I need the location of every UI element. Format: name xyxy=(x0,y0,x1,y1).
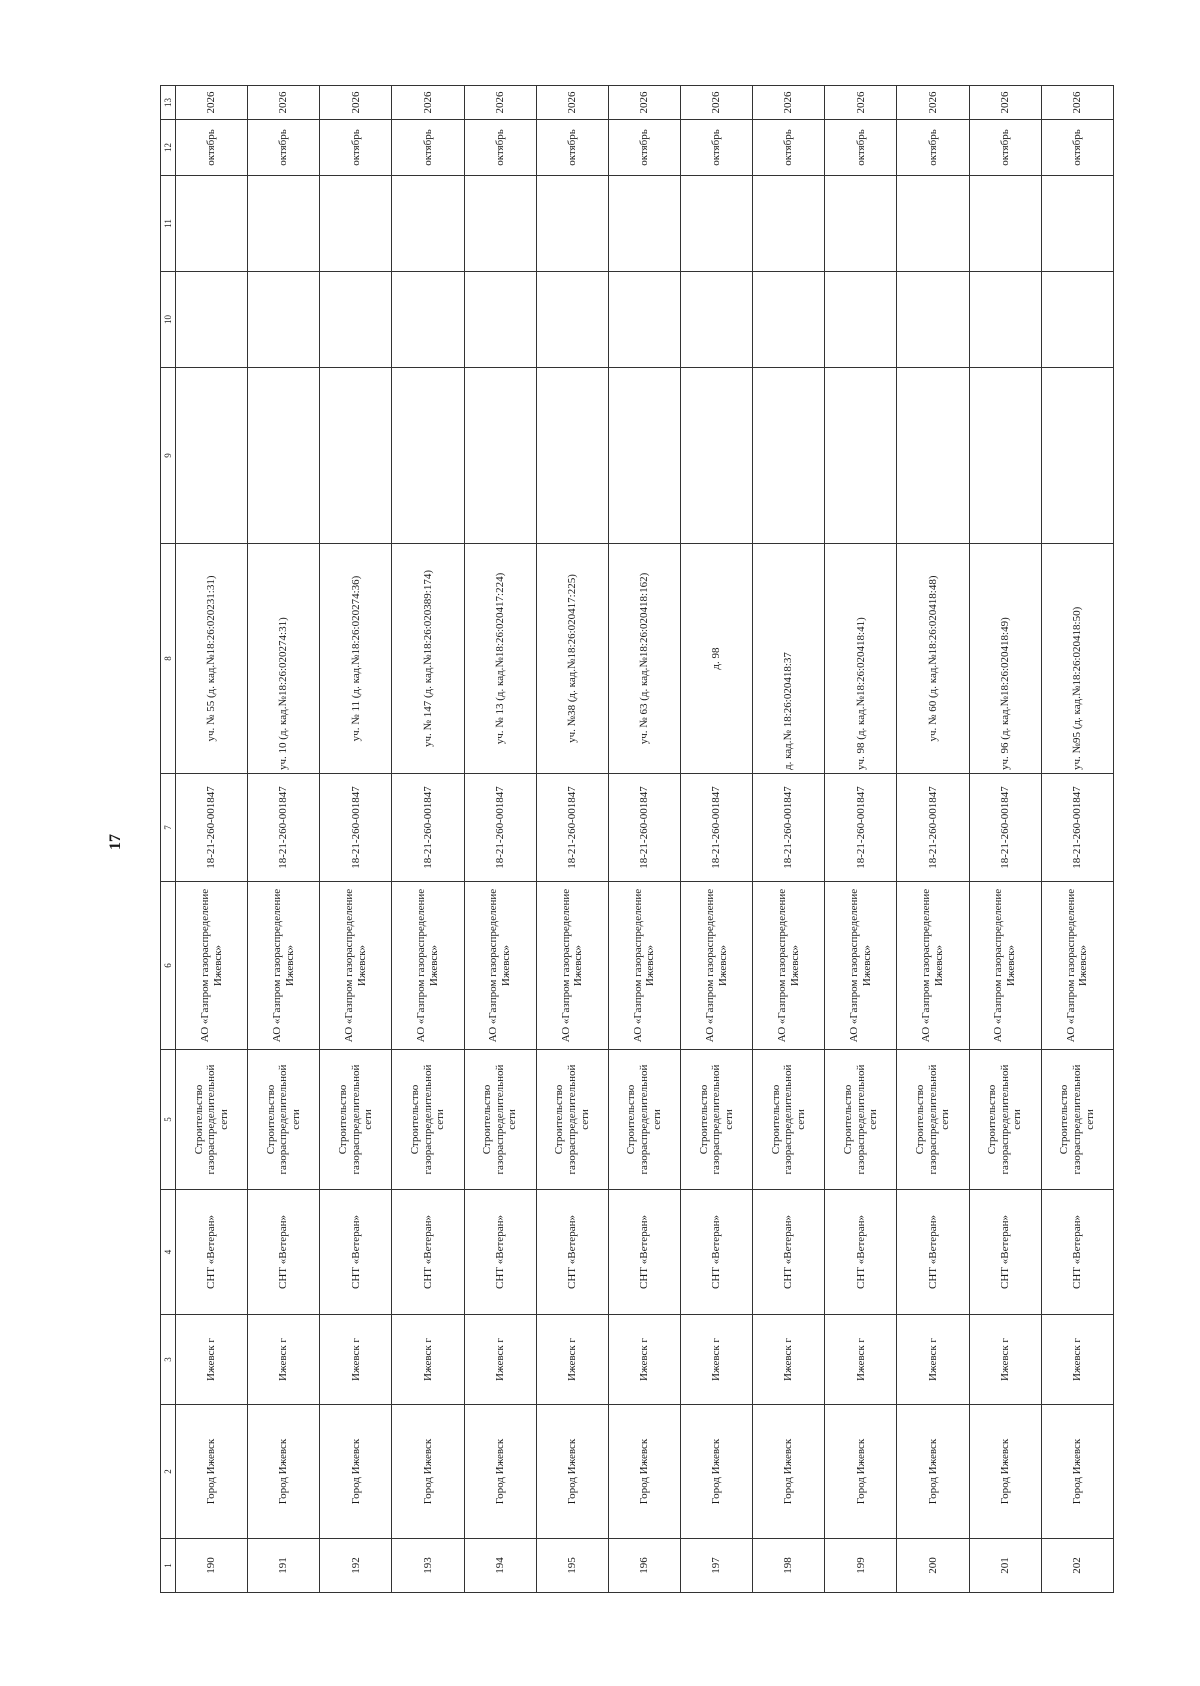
cell-row-number: 201 xyxy=(969,1539,1041,1593)
cell-locality: Ижевск г xyxy=(608,1315,680,1405)
cell-col-11 xyxy=(392,176,464,272)
cell-row-number: 190 xyxy=(176,1539,248,1593)
cell-row-number: 197 xyxy=(680,1539,752,1593)
cell-col-11 xyxy=(464,176,536,272)
cell-month: октябрь xyxy=(825,120,897,176)
table-row xyxy=(464,86,536,1593)
cell-plot-address: уч. № 13 (д. кад.№18:26:020417:224) xyxy=(464,544,536,774)
cell-organization: АО «Газпром газораспределение Ижевск» xyxy=(680,882,752,1050)
cell-organization: АО «Газпром газораспределение Ижевск» xyxy=(176,882,248,1050)
cell-year: 2026 xyxy=(464,86,536,120)
cell-year: 2026 xyxy=(536,86,608,120)
cell-col-11 xyxy=(1041,176,1113,272)
cell-registry-number: 18-21-260-001847 xyxy=(248,774,320,882)
table-row xyxy=(608,86,680,1593)
cell-col-10 xyxy=(753,272,825,368)
cell-organization: АО «Газпром газораспределение Ижевск» xyxy=(464,882,536,1050)
cell-locality: Ижевск г xyxy=(680,1315,752,1405)
column-number: 7 xyxy=(161,774,176,882)
cell-work-type: Строительство газораспределительной сети xyxy=(536,1050,608,1190)
document-table-rotated xyxy=(160,86,1114,1593)
cell-plot-address: уч. № 60 (д. кад.№18:26:020418:48) xyxy=(897,544,969,774)
cell-row-number: 193 xyxy=(392,1539,464,1593)
page-number: 17 xyxy=(107,834,124,850)
cell-municipality: Город Ижевск xyxy=(1041,1405,1113,1539)
cell-plot-address: уч. № 63 (д. кад.№18:26:020418:162) xyxy=(608,544,680,774)
cell-municipality: Город Ижевск xyxy=(536,1405,608,1539)
cell-settlement: СНТ «Ветеран» xyxy=(1041,1190,1113,1315)
cell-plot-address: уч. №95 (д. кад.№18:26:020418:50) xyxy=(1041,544,1113,774)
cell-col-10 xyxy=(969,272,1041,368)
column-number: 11 xyxy=(161,176,176,272)
cell-registry-number: 18-21-260-001847 xyxy=(680,774,752,882)
cell-organization: АО «Газпром газораспределение Ижевск» xyxy=(536,882,608,1050)
cell-col-9 xyxy=(1041,368,1113,544)
cell-plot-address: уч. 10 (д. кад.№18:26:020274:31) xyxy=(248,544,320,774)
cell-work-type: Строительство газораспределительной сети xyxy=(969,1050,1041,1190)
cell-col-9 xyxy=(176,368,248,544)
cell-registry-number: 18-21-260-001847 xyxy=(536,774,608,882)
column-number: 2 xyxy=(161,1405,176,1539)
cell-locality: Ижевск г xyxy=(1041,1315,1113,1405)
table-row xyxy=(392,86,464,1593)
cell-year: 2026 xyxy=(392,86,464,120)
cell-col-9 xyxy=(680,368,752,544)
cell-registry-number: 18-21-260-001847 xyxy=(969,774,1041,882)
cell-col-9 xyxy=(753,368,825,544)
cell-organization: АО «Газпром газораспределение Ижевск» xyxy=(392,882,464,1050)
cell-month: октябрь xyxy=(320,120,392,176)
cell-year: 2026 xyxy=(753,86,825,120)
cell-work-type: Строительство газораспределительной сети xyxy=(320,1050,392,1190)
document-table xyxy=(160,85,1114,1593)
cell-municipality: Город Ижевск xyxy=(897,1405,969,1539)
cell-municipality: Город Ижевск xyxy=(248,1405,320,1539)
cell-municipality: Город Ижевск xyxy=(392,1405,464,1539)
cell-year: 2026 xyxy=(320,86,392,120)
cell-locality: Ижевск г xyxy=(753,1315,825,1405)
cell-col-9 xyxy=(536,368,608,544)
cell-col-10 xyxy=(825,272,897,368)
cell-month: октябрь xyxy=(464,120,536,176)
cell-col-10 xyxy=(680,272,752,368)
cell-year: 2026 xyxy=(1041,86,1113,120)
cell-locality: Ижевск г xyxy=(825,1315,897,1405)
cell-settlement: СНТ «Ветеран» xyxy=(608,1190,680,1315)
cell-plot-address: уч. № 147 (д. кад.№18:26:020389:174) xyxy=(392,544,464,774)
cell-month: октябрь xyxy=(248,120,320,176)
cell-settlement: СНТ «Ветеран» xyxy=(680,1190,752,1315)
cell-year: 2026 xyxy=(608,86,680,120)
cell-locality: Ижевск г xyxy=(536,1315,608,1405)
table-row xyxy=(248,86,320,1593)
column-number: 3 xyxy=(161,1315,176,1405)
cell-organization: АО «Газпром газораспределение Ижевск» xyxy=(608,882,680,1050)
cell-col-9 xyxy=(248,368,320,544)
cell-row-number: 202 xyxy=(1041,1539,1113,1593)
table-row xyxy=(536,86,608,1593)
cell-settlement: СНТ «Ветеран» xyxy=(176,1190,248,1315)
cell-registry-number: 18-21-260-001847 xyxy=(176,774,248,882)
cell-work-type: Строительство газораспределительной сети xyxy=(897,1050,969,1190)
cell-col-9 xyxy=(825,368,897,544)
cell-row-number: 191 xyxy=(248,1539,320,1593)
column-number: 12 xyxy=(161,120,176,176)
cell-registry-number: 18-21-260-001847 xyxy=(320,774,392,882)
cell-year: 2026 xyxy=(176,86,248,120)
cell-row-number: 199 xyxy=(825,1539,897,1593)
cell-municipality: Город Ижевск xyxy=(176,1405,248,1539)
cell-work-type: Строительство газораспределительной сети xyxy=(680,1050,752,1190)
cell-row-number: 192 xyxy=(320,1539,392,1593)
cell-year: 2026 xyxy=(969,86,1041,120)
cell-col-9 xyxy=(897,368,969,544)
cell-month: октябрь xyxy=(897,120,969,176)
cell-work-type: Строительство газораспределительной сети xyxy=(1041,1050,1113,1190)
cell-municipality: Город Ижевск xyxy=(320,1405,392,1539)
cell-col-11 xyxy=(320,176,392,272)
cell-work-type: Строительство газораспределительной сети xyxy=(753,1050,825,1190)
cell-locality: Ижевск г xyxy=(897,1315,969,1405)
table-row xyxy=(825,86,897,1593)
cell-settlement: СНТ «Ветеран» xyxy=(753,1190,825,1315)
cell-col-11 xyxy=(176,176,248,272)
cell-work-type: Строительство газораспределительной сети xyxy=(392,1050,464,1190)
cell-month: октябрь xyxy=(608,120,680,176)
cell-plot-address: уч. № 55 (д. кад.№18:26:020231:31) xyxy=(176,544,248,774)
cell-locality: Ижевск г xyxy=(320,1315,392,1405)
cell-col-10 xyxy=(320,272,392,368)
cell-year: 2026 xyxy=(897,86,969,120)
cell-plot-address: уч. 98 (д. кад.№18:26:020418:41) xyxy=(825,544,897,774)
cell-col-10 xyxy=(608,272,680,368)
cell-month: октябрь xyxy=(680,120,752,176)
cell-col-11 xyxy=(680,176,752,272)
column-number: 5 xyxy=(161,1050,176,1190)
cell-col-11 xyxy=(608,176,680,272)
cell-registry-number: 18-21-260-001847 xyxy=(392,774,464,882)
column-number-row xyxy=(161,86,176,1593)
cell-work-type: Строительство газораспределительной сети xyxy=(464,1050,536,1190)
cell-municipality: Город Ижевск xyxy=(753,1405,825,1539)
column-number: 13 xyxy=(161,86,176,120)
cell-month: октябрь xyxy=(536,120,608,176)
cell-col-10 xyxy=(176,272,248,368)
cell-municipality: Город Ижевск xyxy=(608,1405,680,1539)
cell-settlement: СНТ «Ветеран» xyxy=(897,1190,969,1315)
cell-registry-number: 18-21-260-001847 xyxy=(825,774,897,882)
table-row xyxy=(176,86,248,1593)
cell-col-9 xyxy=(464,368,536,544)
cell-organization: АО «Газпром газораспределение Ижевск» xyxy=(825,882,897,1050)
cell-month: октябрь xyxy=(392,120,464,176)
cell-col-11 xyxy=(753,176,825,272)
cell-col-10 xyxy=(392,272,464,368)
table-row xyxy=(320,86,392,1593)
cell-row-number: 196 xyxy=(608,1539,680,1593)
cell-settlement: СНТ «Ветеран» xyxy=(248,1190,320,1315)
table-row xyxy=(897,86,969,1593)
cell-settlement: СНТ «Ветеран» xyxy=(969,1190,1041,1315)
cell-organization: АО «Газпром газораспределение Ижевск» xyxy=(897,882,969,1050)
cell-col-11 xyxy=(969,176,1041,272)
cell-col-10 xyxy=(464,272,536,368)
cell-col-10 xyxy=(1041,272,1113,368)
cell-plot-address: уч. 96 (д. кад.№18:26:020418:49) xyxy=(969,544,1041,774)
cell-col-9 xyxy=(320,368,392,544)
cell-work-type: Строительство газораспределительной сети xyxy=(825,1050,897,1190)
cell-col-9 xyxy=(969,368,1041,544)
cell-registry-number: 18-21-260-001847 xyxy=(1041,774,1113,882)
cell-plot-address: уч. № 11 (д. кад.№18:26:020274:36) xyxy=(320,544,392,774)
cell-col-11 xyxy=(536,176,608,272)
cell-settlement: СНТ «Ветеран» xyxy=(320,1190,392,1315)
cell-organization: АО «Газпром газораспределение Ижевск» xyxy=(1041,882,1113,1050)
table-row xyxy=(753,86,825,1593)
table-row xyxy=(680,86,752,1593)
cell-locality: Ижевск г xyxy=(176,1315,248,1405)
table-row xyxy=(969,86,1041,1593)
cell-month: октябрь xyxy=(753,120,825,176)
cell-col-11 xyxy=(897,176,969,272)
cell-col-9 xyxy=(392,368,464,544)
cell-locality: Ижевск г xyxy=(392,1315,464,1405)
cell-row-number: 194 xyxy=(464,1539,536,1593)
column-number: 4 xyxy=(161,1190,176,1315)
cell-year: 2026 xyxy=(680,86,752,120)
cell-settlement: СНТ «Ветеран» xyxy=(392,1190,464,1315)
cell-locality: Ижевск г xyxy=(464,1315,536,1405)
cell-work-type: Строительство газораспределительной сети xyxy=(608,1050,680,1190)
cell-settlement: СНТ «Ветеран» xyxy=(536,1190,608,1315)
cell-col-10 xyxy=(897,272,969,368)
cell-organization: АО «Газпром газораспределение Ижевск» xyxy=(969,882,1041,1050)
cell-plot-address: уч. №38 (д. кад.№18:26:020417:225) xyxy=(536,544,608,774)
cell-registry-number: 18-21-260-001847 xyxy=(608,774,680,882)
cell-row-number: 195 xyxy=(536,1539,608,1593)
cell-work-type: Строительство газораспределительной сети xyxy=(176,1050,248,1190)
cell-work-type: Строительство газораспределительной сети xyxy=(248,1050,320,1190)
cell-row-number: 200 xyxy=(897,1539,969,1593)
cell-month: октябрь xyxy=(1041,120,1113,176)
cell-col-10 xyxy=(248,272,320,368)
cell-year: 2026 xyxy=(248,86,320,120)
table-row xyxy=(1041,86,1113,1593)
cell-settlement: СНТ «Ветеран» xyxy=(825,1190,897,1315)
cell-settlement: СНТ «Ветеран» xyxy=(464,1190,536,1315)
cell-plot-address: д. кад.№ 18:26:020418:37 xyxy=(753,544,825,774)
cell-municipality: Город Ижевск xyxy=(825,1405,897,1539)
cell-locality: Ижевск г xyxy=(969,1315,1041,1405)
cell-organization: АО «Газпром газораспределение Ижевск» xyxy=(320,882,392,1050)
cell-registry-number: 18-21-260-001847 xyxy=(753,774,825,882)
cell-month: октябрь xyxy=(969,120,1041,176)
column-number: 9 xyxy=(161,368,176,544)
column-number: 6 xyxy=(161,882,176,1050)
cell-locality: Ижевск г xyxy=(248,1315,320,1405)
cell-col-11 xyxy=(825,176,897,272)
cell-municipality: Город Ижевск xyxy=(680,1405,752,1539)
cell-col-9 xyxy=(608,368,680,544)
cell-year: 2026 xyxy=(825,86,897,120)
cell-row-number: 198 xyxy=(753,1539,825,1593)
cell-organization: АО «Газпром газораспределение Ижевск» xyxy=(753,882,825,1050)
column-number: 10 xyxy=(161,272,176,368)
cell-organization: АО «Газпром газораспределение Ижевск» xyxy=(248,882,320,1050)
cell-month: октябрь xyxy=(176,120,248,176)
column-number: 8 xyxy=(161,544,176,774)
column-number: 1 xyxy=(161,1539,176,1593)
cell-col-10 xyxy=(536,272,608,368)
cell-col-11 xyxy=(248,176,320,272)
cell-registry-number: 18-21-260-001847 xyxy=(464,774,536,882)
cell-plot-address: д. 98 xyxy=(680,544,752,774)
cell-municipality: Город Ижевск xyxy=(464,1405,536,1539)
cell-registry-number: 18-21-260-001847 xyxy=(897,774,969,882)
cell-municipality: Город Ижевск xyxy=(969,1405,1041,1539)
